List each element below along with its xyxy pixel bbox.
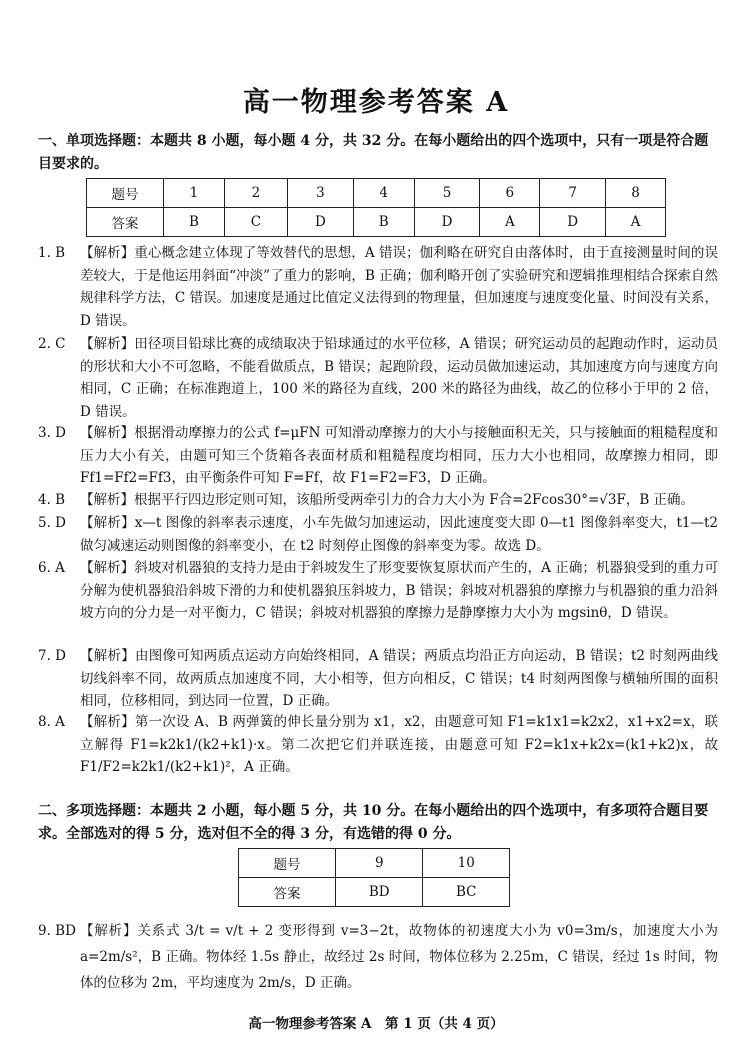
item-explanation: 【解析】第一次设 A、B 两弹簧的伸长量分别为 x1，x2，由题意可知 F1=k1x1=k2x2，x1+x2=x，联立解得 F1=k2k1/(k2+k1)·x。第二次把它们并联连接，由题意可知 F2=k1x+k2x=(k1+k2)x，故 F1/F2=k2k1/(k2+k1)²，A 正确。 (80, 714, 718, 776)
page-footer: 高一物理参考答案 A 第 1 页（共 4 页） (248, 1016, 504, 1032)
answer-item-5 (38, 512, 718, 557)
table-cell: BC (423, 878, 510, 907)
table-cell: BD (336, 878, 423, 907)
answer-item-3 (38, 422, 718, 490)
item-explanation: 【解析】斜坡对机器狼的支持力是由于斜坡发生了形变要恢复原状而产生的，A 正确；机器狼受到的重力可分解为使机器狼沿斜坡下滑的力和使机器狼压斜坡力，B 错误；斜坡对机器狼的摩擦力与机器狼的重力沿斜坡方向的分力是一对平衡力，C 错误；斜坡对机器狼的摩擦力是静摩擦力大小为 mgsinθ，D 错误。 (80, 560, 718, 622)
answer-item-8 (38, 711, 718, 779)
answer-item-1 (38, 242, 718, 332)
table-row (87, 208, 666, 237)
table-cell: 1 (164, 179, 225, 208)
answer-item-4 (38, 489, 718, 512)
item-number: 9. BD (38, 923, 76, 939)
table-cell: 9 (336, 849, 423, 878)
answer-item-7 (38, 645, 718, 713)
item-number: 5. D (38, 515, 66, 531)
section1-answer-table (86, 178, 666, 237)
table-cell: 10 (423, 849, 510, 878)
item-number: 2. C (38, 336, 66, 352)
item-explanation: 【解析】根据滑动摩擦力的公式 f=μFN 可知滑动摩擦力的大小与接触面积无关，只与接触面的粗糙程度和压力大小有关，由题可知三个货箱各表面材质和粗糙程度均相同，压力大小也相同，故摩擦力相同，即 Ff1=Ff2=Ff3，由平衡条件可知 F=Ff，故 F1=F2=F3，D 正确。 (80, 425, 718, 487)
table-row (239, 878, 510, 907)
table-cell: 答案 (87, 208, 164, 237)
item-number: 8. A (38, 714, 65, 730)
table-cell: B (164, 208, 225, 237)
section1-heading: 一、单项选择题：本题共 8 小题，每小题 4 分，共 32 分。在每小题给出的四个选项中，只有一项是符合题目要求的。 (38, 133, 709, 172)
answer-item-2 (38, 333, 718, 423)
table-cell: D (540, 208, 606, 237)
table-cell: 8 (606, 179, 666, 208)
item-explanation: 【解析】根据平行四边形定则可知，该船所受两牵引力的合力大小为 F合=2Fcos30°=√3F，B 正确。 (80, 492, 695, 508)
table-cell: 6 (480, 179, 540, 208)
answer-item-6 (38, 557, 718, 625)
item-explanation: 【解析】重心概念建立体现了等效替代的思想，A 错误；伽利略在研究自由落体时，由于直接测量时间的误差较大，于是他运用斜面“冲淡”了重力的影响，B 正确；伽利略开创了实验研究和逻辑推理相结合探索自然规律科学方法，C 错误。加速度是通过比值定义法得到的物理量，但加速度与速度变化量、时间没有关系，D 错误。 (80, 245, 718, 329)
table-cell: 题号 (239, 849, 336, 878)
table-row (87, 179, 666, 208)
table-cell: A (480, 208, 540, 237)
table-cell: D (287, 208, 353, 237)
table-cell: 答案 (239, 878, 336, 907)
table-cell: 4 (353, 179, 414, 208)
item-number: 4. B (38, 492, 66, 508)
table-cell: C (224, 208, 287, 237)
section2-answer-table (238, 848, 510, 907)
item-explanation: 【解析】x—t 图像的斜率表示速度，小车先做匀加速运动，因此速度变大即 0—t1 图像斜率变大，t1—t2 做匀减速运动则图像的斜率变小，在 t2 时刻停止图像的斜率变为零。故选 D。 (80, 515, 718, 554)
table-cell: 5 (414, 179, 480, 208)
item-explanation: 【解析】由图像可知两质点运动方向始终相同，A 错误；两质点均沿正方向运动，B 错误；t2 时刻两曲线切线斜率不同，故两质点加速度不同，大小相等，但方向相反，C 错误；t4 时刻两图像与横轴所围的面积相同，位移相同，到达同一位置，D 正确。 (80, 648, 718, 710)
table-cell: B (353, 208, 414, 237)
item-explanation: 【解析】关系式 3/t = v/t + 2 变形得到 v=3−2t，故物体的初速度大小为 v0=3m/s，加速度大小为 a=2m/s²，B 正确。物体经 1.5s 静止，故经过 2s 时间，物体位移为 2.25m，C 错误，经过 1s 时间，物体的位移为 2m，平均速度为 2m/s，D 正确。 (80, 923, 718, 991)
table-cell: D (414, 208, 480, 237)
item-number: 1. B (38, 245, 66, 261)
table-cell: 3 (287, 179, 353, 208)
table-cell: 2 (224, 179, 287, 208)
table-cell: A (606, 208, 666, 237)
table-cell: 7 (540, 179, 606, 208)
item-number: 7. D (38, 648, 66, 664)
item-number: 3. D (38, 425, 66, 441)
page-title: 高一物理参考答案 A (242, 87, 510, 118)
section2-heading: 二、多项选择题：本题共 2 小题，每小题 5 分，共 10 分。在每小题给出的四个选项中，有多项符合题目要求。全部选对的得 5 分，选对但不全的得 3 分，有选错的得 0 分。 (38, 803, 709, 842)
item-number: 6. A (38, 560, 65, 576)
answer-item-9 (38, 918, 718, 996)
table-cell: 题号 (87, 179, 164, 208)
item-explanation: 【解析】田径项目铅球比赛的成绩取决于铅球通过的水平位移，A 错误；研究运动员的起跑动作时，运动员的形状和大小不可忽略，不能看做质点，B 错误；起跑阶段，运动员做加速运动，其加速度方向与速度方向相同，C 正确；在标准跑道上，100 米的路径为直线，200 米的路径为曲线，故乙的位移小于甲的 2 倍，D 错误。 (80, 336, 718, 420)
table-row (239, 849, 510, 878)
